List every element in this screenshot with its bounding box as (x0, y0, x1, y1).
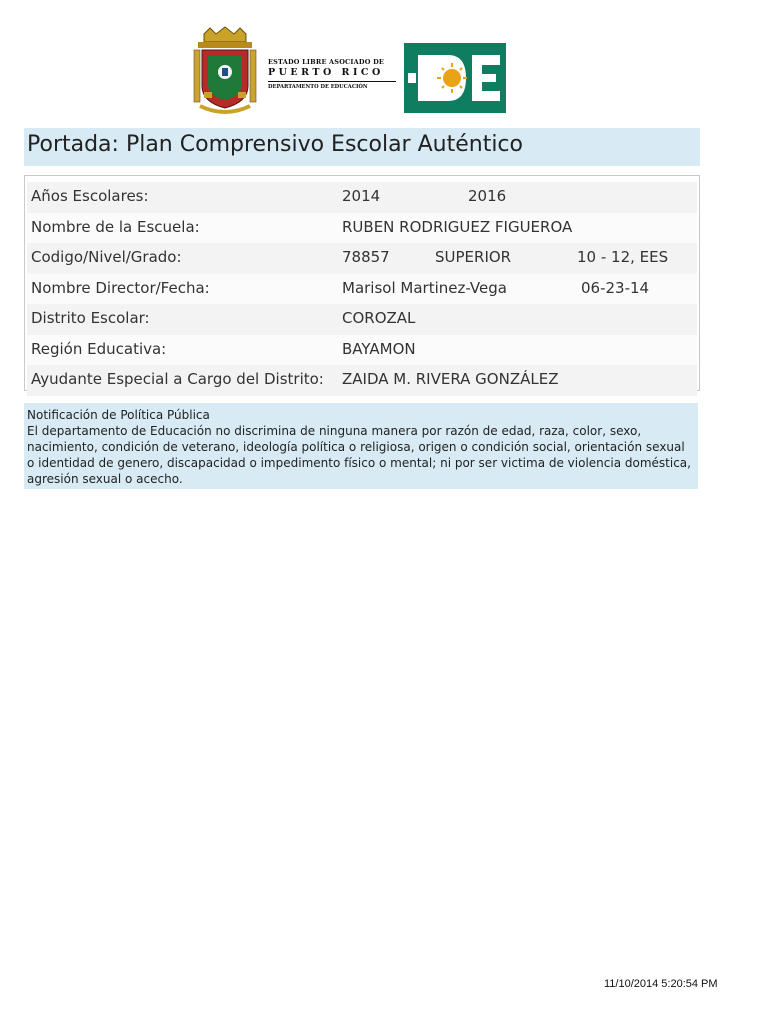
puerto-rico-seal-icon (190, 26, 260, 118)
info-row-anos (27, 182, 697, 213)
print-timestamp: 11/10/2014 5:20:54 PM (604, 978, 718, 990)
anos-end-value: 2016 (468, 187, 507, 205)
escuela-label: Nombre de la Escuela: (31, 217, 200, 236)
government-name (268, 58, 396, 90)
notice-body: El departamento de Educación no discrimina de ninguna manera por razón de edad, raza, color, sexo, nacimiento, condición de veterano, ideología política o religiosa, origen o condición social, orientación sexual o identidad de genero, discapacidad o impedimento físico o mental; ni por ser victima de violencia doméstica, agresión sexual o acecho. (27, 424, 691, 486)
info-row-ayudante (27, 365, 697, 396)
ayudante-value: ZAIDA M. RIVERA GONZÁLEZ (342, 370, 559, 388)
anos-label: Años Escolares: (31, 187, 149, 205)
policy-notice (24, 403, 698, 489)
gov-divider (268, 81, 396, 82)
ayudante-label: Ayudante Especial a Cargo del Distrito: (31, 370, 324, 388)
page-title: Portada: Plan Comprensivo Escolar Auténtico (27, 132, 523, 157)
page-header (190, 26, 510, 118)
codigo-value: 78857 (342, 248, 390, 266)
fecha-value: 06-23-14 (581, 278, 650, 297)
info-row-escuela (27, 213, 697, 244)
anos-start-value: 2014 (342, 187, 381, 205)
gov-line-3: DEPARTAMENTO DE EDUCACIÓN (268, 84, 368, 90)
nivel-value: SUPERIOR (435, 248, 512, 266)
info-row-distrito (27, 304, 697, 335)
gov-line-2: PUERTO RICO (268, 67, 384, 78)
gov-line-1: ESTADO LIBRE ASOCIADO DE (268, 58, 385, 66)
escuela-value: RUBEN RODRIGUEZ FIGUEROA (342, 217, 573, 236)
info-row-region (27, 335, 697, 366)
director-value: Marisol Martinez-Vega (342, 278, 507, 297)
grado-value: 10 - 12, EES (577, 248, 669, 266)
info-row-codigo (27, 243, 697, 274)
region-label: Región Educativa: (31, 339, 167, 358)
de-logo-icon (404, 43, 506, 113)
director-label: Nombre Director/Fecha: (31, 278, 210, 297)
codigo-label: Codigo/Nivel/Grado: (31, 248, 182, 266)
school-info-panel (24, 175, 700, 391)
info-row-director (27, 274, 697, 305)
region-value: BAYAMON (342, 339, 416, 358)
distrito-label: Distrito Escolar: (31, 309, 150, 327)
title-bar (24, 128, 700, 166)
distrito-value: COROZAL (342, 309, 416, 327)
notice-title: Notificación de Política Pública (27, 408, 210, 422)
